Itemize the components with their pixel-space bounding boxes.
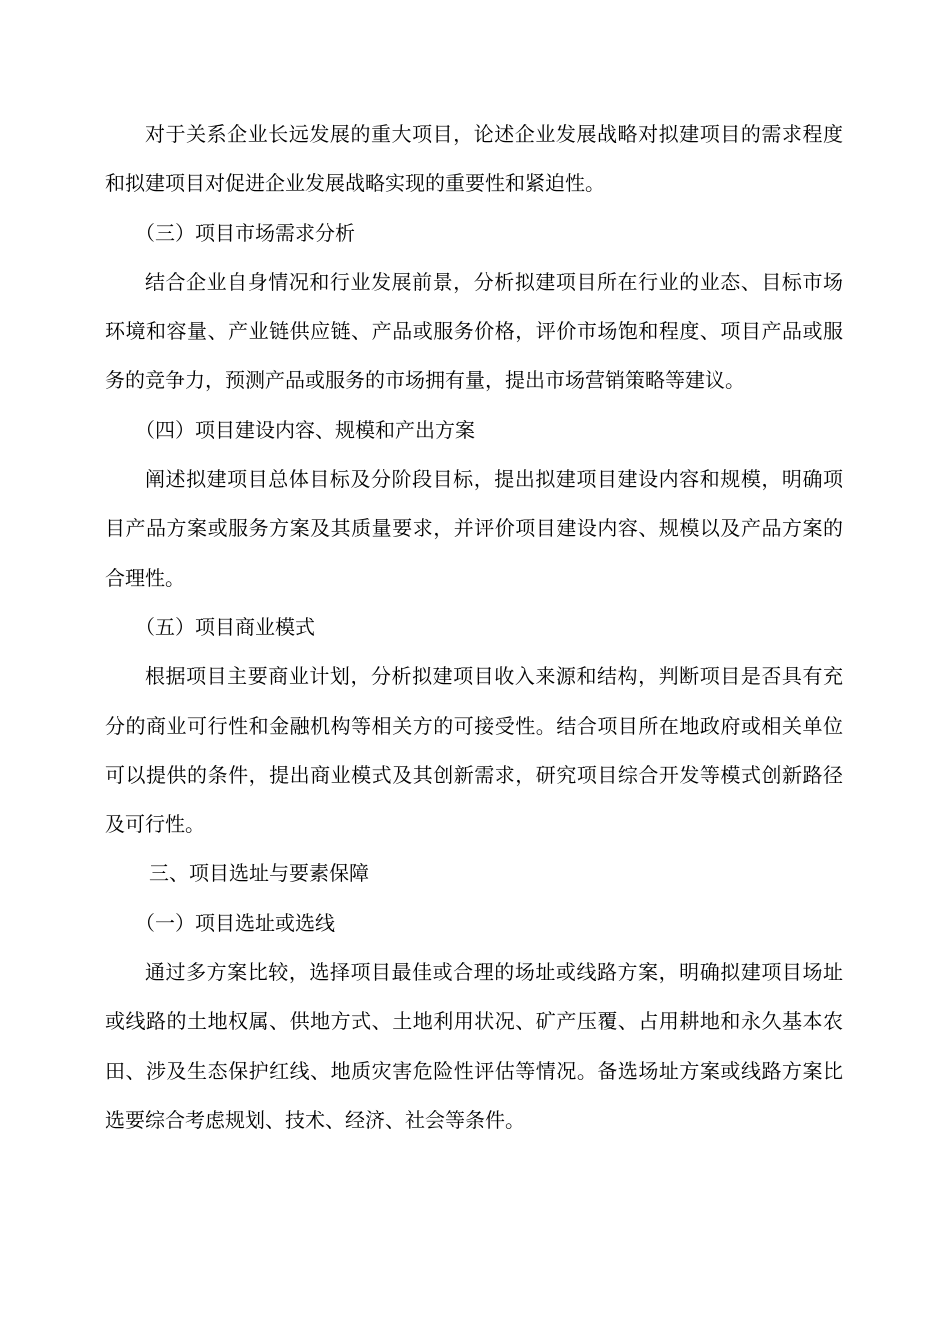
paragraph-construction-scope: 阐述拟建项目总体目标及分阶段目标，提出拟建项目建设内容和规模，明确项目产品方案或服务方案及其质量要求，并评价项目建设内容、规模以及产品方案的合理性。	[105, 467, 843, 590]
heading-business-model: （五）项目商业模式	[135, 614, 315, 639]
paragraph-strategy-demand: 对于关系企业长远发展的重大项目，论述企业发展战略对拟建项目的需求程度和拟建项目对促进企业发展战略实现的重要性和紧迫性。	[105, 122, 843, 196]
heading-market-demand: （三）项目市场需求分析	[135, 220, 355, 245]
heading-site-selection: （一）项目选址或选线	[135, 910, 335, 935]
section-title-site-selection: 三、项目选址与要素保障	[149, 861, 369, 886]
paragraph-market-analysis: 结合企业自身情况和行业发展前景，分析拟建项目所在行业的业态、目标市场环境和容量、产业链供应链、产品或服务价格，评价市场饱和程度、项目产品或服务的竞争力，预测产品或服务的市场拥有量，提出市场营销策略等建议。	[105, 269, 843, 393]
paragraph-site-selection: 通过多方案比较，选择项目最佳或合理的场址或线路方案，明确拟建项目场址或线路的土地权属、供地方式、土地利用状况、矿产压覆、占用耕地和永久基本农田、涉及生态保护红线、地质灾害危险性评估等情况。备选场址方案或线路方案比选要综合考虑规划、技术、经济、社会等条件。	[105, 960, 843, 1132]
document-body	[105, 110, 843, 1145]
paragraph-business-model: 根据项目主要商业计划，分析拟建项目收入来源和结构，判断项目是否具有充分的商业可行性和金融机构等相关方的可接受性。结合项目所在地政府或相关单位可以提供的条件，提出商业模式及其创新需求，研究项目综合开发等模式创新路径及可行性。	[105, 664, 843, 837]
heading-construction-scope: （四）项目建设内容、规模和产出方案	[135, 417, 475, 442]
